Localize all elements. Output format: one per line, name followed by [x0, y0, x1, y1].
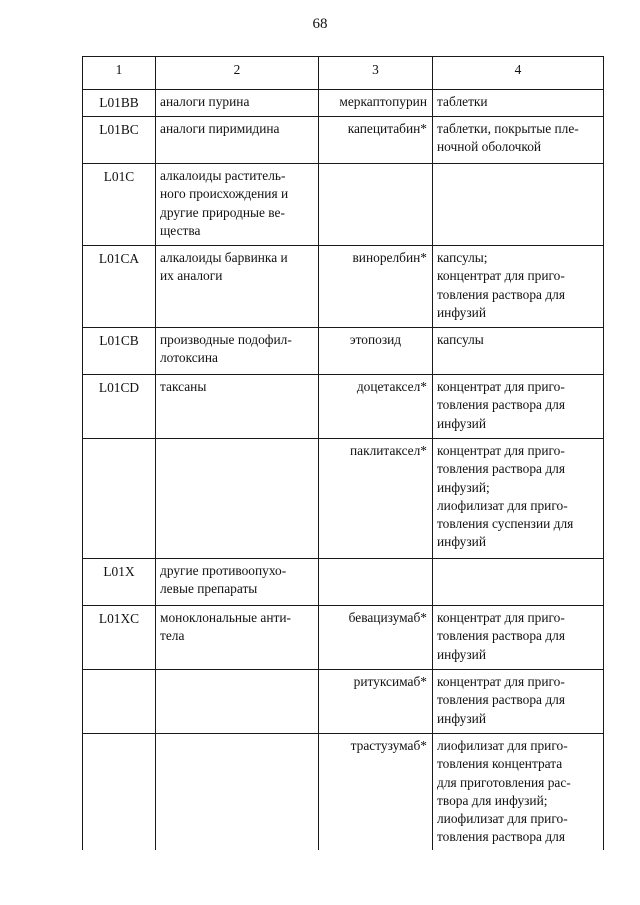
- atc-code-cell: [83, 734, 156, 851]
- atc-code-cell: L01X: [83, 559, 156, 606]
- atc-code-cell: [83, 670, 156, 734]
- atc-code-cell: L01BB: [83, 90, 156, 117]
- drug-name-cell: меркаптопурин: [319, 90, 433, 117]
- dosage-form-cell: концентрат для приго- товления раствора для инфузий: [433, 670, 604, 734]
- drug-name-cell: винорелбин*: [319, 246, 433, 328]
- table-row: [83, 117, 604, 164]
- header-col-1: 1: [83, 57, 156, 90]
- atc-code-cell: [83, 439, 156, 559]
- group-cell: аналоги пиримидина: [156, 117, 319, 164]
- group-cell: другие противоопухо- левые препараты: [156, 559, 319, 606]
- table-row: [83, 246, 604, 328]
- atc-code-cell: L01CB: [83, 328, 156, 375]
- drug-name-cell: капецитабин*: [319, 117, 433, 164]
- atc-code-cell: L01XC: [83, 606, 156, 670]
- atc-code-cell: L01C: [83, 164, 156, 246]
- group-cell: моноклональные анти- тела: [156, 606, 319, 670]
- page-number: 68: [312, 16, 328, 32]
- drug-name-cell: паклитаксел*: [319, 439, 433, 559]
- header-col-2: 2: [156, 57, 319, 90]
- atc-code-cell: L01CD: [83, 375, 156, 439]
- drug-name-cell: ритуксимаб*: [319, 670, 433, 734]
- header-col-3: 3: [319, 57, 433, 90]
- drug-name-cell: [319, 164, 433, 246]
- table-row: [83, 328, 604, 375]
- atc-code-cell: L01CA: [83, 246, 156, 328]
- table-row: [83, 439, 604, 559]
- drug-name-cell: этопозид: [319, 328, 433, 375]
- table-row: [83, 670, 604, 734]
- group-cell: алкалоиды барвинка и их аналоги: [156, 246, 319, 328]
- table-row: [83, 375, 604, 439]
- dosage-form-cell: [433, 559, 604, 606]
- group-cell: алкалоиды раститель- ного происхождения и другие природные ве- щества: [156, 164, 319, 246]
- dosage-form-cell: [433, 164, 604, 246]
- header-col-4: 4: [433, 57, 604, 90]
- dosage-form-cell: концентрат для приго- товления раствора для инфузий; лиофилизат для приго- товления суспензии для инфузий: [433, 439, 604, 559]
- atc-code-cell: L01BC: [83, 117, 156, 164]
- dosage-form-cell: таблетки, покрытые пле- ночной оболочкой: [433, 117, 604, 164]
- drug-name-cell: доцетаксел*: [319, 375, 433, 439]
- dosage-form-cell: лиофилизат для приго- товления концентрата для приготовления рас- твора для инфузий; лиофилизат для приго- товления раствора для: [433, 734, 604, 851]
- drug-classification-table: [82, 56, 604, 850]
- group-cell: [156, 734, 319, 851]
- group-cell: таксаны: [156, 375, 319, 439]
- group-cell: [156, 670, 319, 734]
- dosage-form-cell: таблетки: [433, 90, 604, 117]
- group-cell: аналоги пурина: [156, 90, 319, 117]
- group-cell: [156, 439, 319, 559]
- table-row: [83, 164, 604, 246]
- table-header-row: [83, 57, 604, 90]
- table-row: [83, 559, 604, 606]
- drug-name-cell: бевацизумаб*: [319, 606, 433, 670]
- drug-name-cell: [319, 559, 433, 606]
- dosage-form-cell: концентрат для приго- товления раствора для инфузий: [433, 606, 604, 670]
- dosage-form-cell: капсулы; концентрат для приго- товления раствора для инфузий: [433, 246, 604, 328]
- table-row: [83, 734, 604, 851]
- dosage-form-cell: концентрат для приго- товления раствора для инфузий: [433, 375, 604, 439]
- table-row: [83, 90, 604, 117]
- drug-name-cell: трастузумаб*: [319, 734, 433, 851]
- table-row: [83, 606, 604, 670]
- dosage-form-cell: капсулы: [433, 328, 604, 375]
- group-cell: производные подофил- лотоксина: [156, 328, 319, 375]
